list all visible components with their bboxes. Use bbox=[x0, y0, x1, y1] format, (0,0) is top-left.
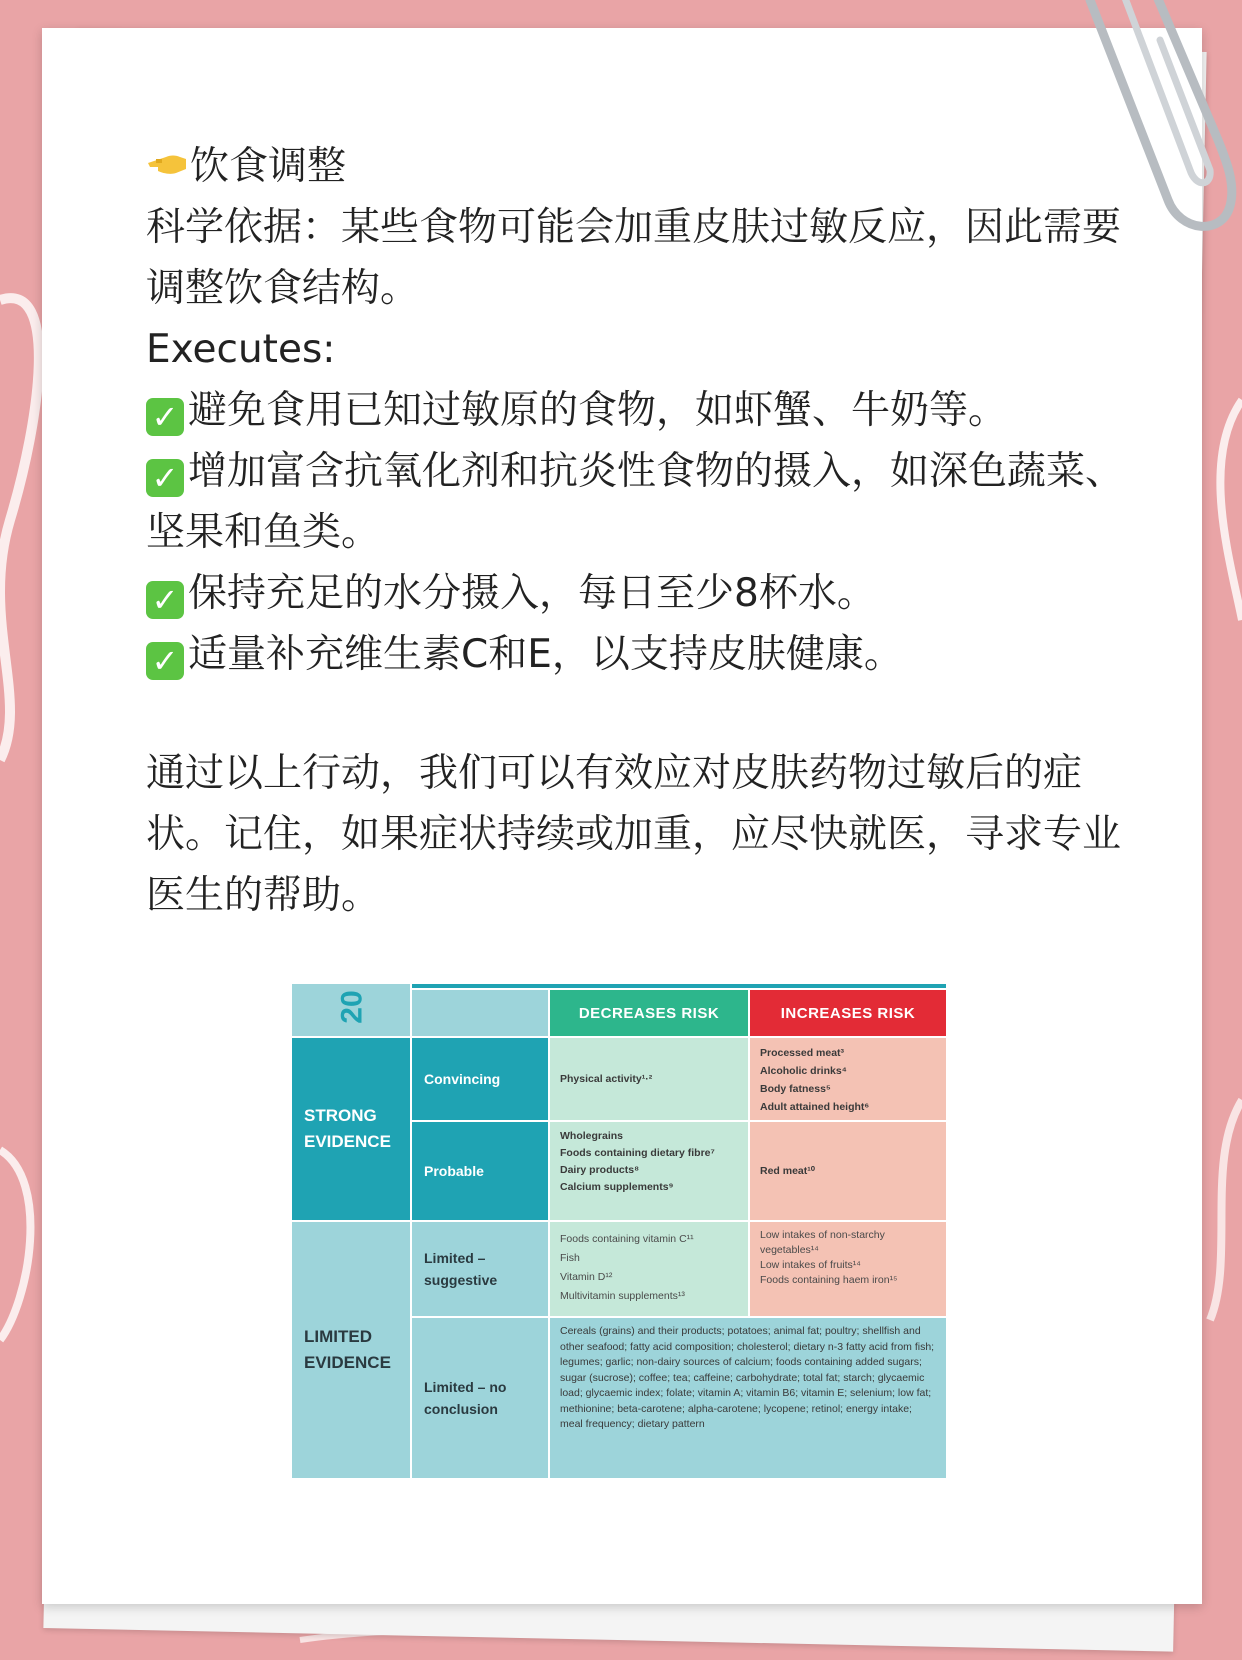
list-item: Red meat¹⁰ bbox=[760, 1164, 815, 1177]
evidence-table-image bbox=[292, 984, 946, 1478]
probable-decreases bbox=[550, 1122, 748, 1220]
table-corner bbox=[292, 984, 410, 1036]
list-item: Foods containing haem iron¹⁵ bbox=[760, 1274, 898, 1286]
section-heading-text: 饮食调整 bbox=[190, 144, 347, 189]
pointing-hand-icon bbox=[146, 143, 188, 185]
strong-evidence-label: STRONG EVIDENCE bbox=[292, 1038, 410, 1220]
list-item: Dairy products⁸ bbox=[560, 1164, 640, 1176]
list-item-text: 适量补充维生素C和E，以支持皮肤健康。 bbox=[188, 632, 903, 677]
list-item: Fish bbox=[560, 1252, 580, 1264]
list-item: Alcoholic drinks⁴ bbox=[760, 1065, 847, 1077]
header-blank bbox=[412, 990, 548, 1036]
list-item bbox=[146, 563, 1126, 624]
list-item-text: 保持充足的水分摄入，每日至少8杯水。 bbox=[188, 571, 876, 616]
list-item: Low intakes of non-starchy vegetables¹⁴ bbox=[760, 1229, 885, 1256]
scientific-basis: 科学依据：某些食物可能会加重皮肤过敏反应，因此需要调整饮食结构。 bbox=[146, 205, 1122, 311]
list-item: Processed meat³ bbox=[760, 1047, 845, 1059]
corner-number: 20 bbox=[335, 990, 369, 1024]
conclusion: 通过以上行动，我们可以有效应对皮肤药物过敏后的症状。记住，如果症状持续或加重，应尽快就医，寻求专业医生的帮助。 bbox=[146, 751, 1122, 918]
top-rule bbox=[412, 984, 946, 988]
list-item: Body fatness⁵ bbox=[760, 1083, 831, 1095]
list-item: Adult attained height⁶ bbox=[760, 1101, 870, 1113]
list-item-text: 避免食用已知过敏原的食物，如虾蟹、牛奶等。 bbox=[188, 388, 1008, 433]
list-item: Calcium supplements⁹ bbox=[560, 1181, 674, 1193]
list-item: Vitamin D¹² bbox=[560, 1271, 613, 1283]
check-mark-icon: ✓ bbox=[146, 459, 184, 497]
list-item: Physical activity¹·² bbox=[560, 1072, 653, 1085]
convincing-increases bbox=[750, 1038, 946, 1120]
convincing-label: Convincing bbox=[412, 1038, 548, 1120]
check-mark-icon: ✓ bbox=[146, 581, 184, 619]
list-item bbox=[146, 624, 1126, 685]
header-increases-risk: INCREASES RISK bbox=[750, 990, 946, 1036]
section-heading bbox=[146, 136, 1126, 197]
list-item: Wholegrains bbox=[560, 1130, 624, 1142]
no-conclusion-list: Cereals (grains) and their products; potatoes; animal fat; poultry; shellfish and other seafood; fatty acid composition; cholesterol; dietary n-3 fatty acid from fish; legumes; garlic; non-dairy sources of calcium; foods containing added sugars; sugar (sucrose); coffee; tea; caffeine; carbohydrate; total fat; starch; glycaemic load; glycaemic index; folate; vitamin A; vitamin B6; vitamin E; selenium; low fat; methionine; beta-carotene; alpha-carotene; lycopene; retinol; energy intake; meal frequency; dietary pattern bbox=[550, 1318, 946, 1478]
suggestive-increases bbox=[750, 1222, 946, 1316]
list-item-text: 增加富含抗氧化剂和抗炎性食物的摄入，如深色蔬菜、坚果和鱼类。 bbox=[146, 449, 1125, 555]
probable-label: Probable bbox=[412, 1122, 548, 1220]
convincing-decreases bbox=[550, 1038, 748, 1120]
check-mark-icon: ✓ bbox=[146, 398, 184, 436]
limited-no-conclusion-label: Limited – no conclusion bbox=[412, 1318, 548, 1478]
limited-suggestive-label: Limited – suggestive bbox=[412, 1222, 548, 1316]
header-decreases-risk: DECREASES RISK bbox=[550, 990, 748, 1036]
list-item: Multivitamin supplements¹³ bbox=[560, 1290, 685, 1302]
executes-label: Executes: bbox=[146, 327, 336, 372]
list-item bbox=[146, 441, 1126, 563]
list-item: Low intakes of fruits¹⁴ bbox=[760, 1259, 861, 1271]
list-item: Foods containing vitamin C¹¹ bbox=[560, 1233, 694, 1245]
limited-evidence-label: LIMITED EVIDENCE bbox=[292, 1222, 410, 1478]
probable-increases bbox=[750, 1122, 946, 1220]
article-body bbox=[146, 136, 1126, 926]
list-item: Foods containing dietary fibre⁷ bbox=[560, 1147, 715, 1159]
suggestive-decreases bbox=[550, 1222, 748, 1316]
list-item bbox=[146, 380, 1126, 441]
check-mark-icon: ✓ bbox=[146, 642, 184, 680]
